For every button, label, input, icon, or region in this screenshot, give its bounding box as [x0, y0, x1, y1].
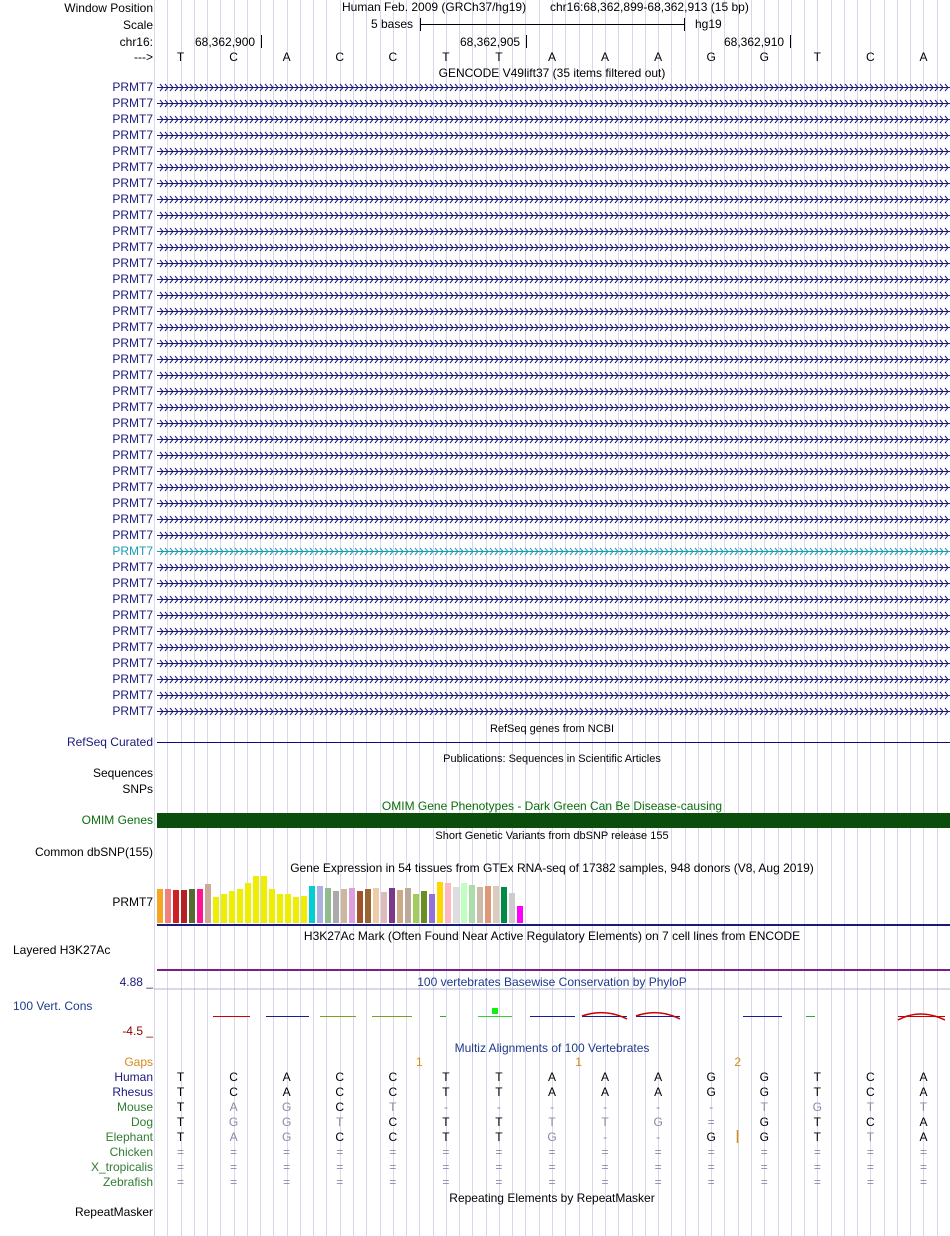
- gencode-transcript-label[interactable]: PRMT7: [112, 672, 153, 686]
- multiz-base: A: [547, 1070, 556, 1084]
- multiz-base: T: [813, 1130, 821, 1144]
- multiz-base: -: [443, 1100, 448, 1114]
- gtex-tissue-bar: [517, 906, 523, 923]
- multiz-species-label[interactable]: Zebrafish: [102, 1175, 153, 1189]
- base-letter: G: [706, 50, 716, 64]
- base-letter: T: [442, 50, 450, 64]
- multiz-base: T: [176, 1100, 185, 1114]
- multiz-base: =: [813, 1160, 821, 1174]
- multiz-base: T: [760, 1100, 768, 1114]
- multiz-base: =: [389, 1145, 397, 1159]
- ruler-tick-label: 68,362,910: [724, 35, 785, 49]
- multiz-base: =: [389, 1160, 397, 1174]
- multiz-base: -: [603, 1130, 608, 1144]
- multiz-base: C: [335, 1100, 345, 1114]
- multiz-base: =: [495, 1145, 503, 1159]
- multiz-base: T: [495, 1070, 503, 1084]
- gtex-tissue-bar: [485, 886, 491, 923]
- gtex-tissue-bar: [213, 897, 219, 923]
- gencode-transcript-label[interactable]: PRMT7: [112, 160, 153, 174]
- multiz-base: C: [388, 1130, 398, 1144]
- gtex-tissue-bar: [173, 890, 179, 923]
- multiz-base: A: [601, 1085, 610, 1099]
- ruler-tick-label: 68,362,905: [460, 35, 521, 49]
- gtex-tissue-bar: [317, 886, 323, 923]
- gtex-tissue-bar: [349, 888, 355, 923]
- multiz-base: =: [548, 1175, 556, 1189]
- gtex-tissue-bar: [261, 876, 267, 923]
- base-letter: T: [176, 50, 185, 64]
- sequences-label[interactable]: Sequences: [92, 766, 153, 780]
- gtex-track-title[interactable]: Gene Expression in 54 tissues from GTEx RNA-seq of 17382 samples, 948 donors (V8, Aug 2019): [290, 861, 814, 875]
- omim-gene-bar: [157, 813, 950, 828]
- multiz-species-label[interactable]: Elephant: [105, 1130, 153, 1144]
- gtex-tissue-bar: [189, 889, 195, 923]
- gtex-tissue-bar: [293, 897, 299, 923]
- gtex-tissue-bar: [365, 889, 371, 923]
- multiz-base: -: [550, 1100, 554, 1114]
- gtex-tissue-bar: [205, 884, 211, 923]
- multiz-base: =: [919, 1160, 927, 1174]
- multiz-base: G: [759, 1070, 769, 1084]
- ruler-tick-label: 68,362,900: [195, 35, 256, 49]
- multiz-base: A: [282, 1070, 291, 1084]
- multiz-base: G: [759, 1130, 769, 1144]
- gtex-tissue-bar: [269, 889, 275, 923]
- strand-label: --->: [134, 50, 153, 64]
- multiz-base: T: [176, 1070, 185, 1084]
- multiz-base: G: [281, 1115, 292, 1129]
- gencode-transcript-label[interactable]: PRMT7: [112, 288, 153, 302]
- publications-track-title[interactable]: Publications: Sequences in Scientific Articles: [443, 753, 661, 765]
- multiz-base: =: [707, 1160, 715, 1174]
- multiz-base: =: [548, 1160, 556, 1174]
- multiz-base: =: [495, 1160, 503, 1174]
- gtex-tissue-bar: [437, 882, 443, 923]
- multiz-base: T: [442, 1115, 450, 1129]
- gencode-transcript-label[interactable]: PRMT7: [112, 592, 153, 606]
- multiz-base: =: [283, 1160, 291, 1174]
- multiz-base: =: [760, 1160, 768, 1174]
- gtex-tissue-bar: [397, 890, 403, 923]
- multiz-base: T: [336, 1115, 344, 1129]
- multiz-base: =: [813, 1145, 821, 1159]
- multiz-base: =: [601, 1160, 609, 1174]
- h3k27ac-label[interactable]: Layered H3K27Ac: [13, 943, 111, 957]
- gencode-transcript-label[interactable]: PRMT7: [112, 272, 153, 286]
- gencode-transcript-label[interactable]: PRMT7: [112, 512, 153, 526]
- multiz-base: G: [547, 1130, 557, 1144]
- gtex-gene-label[interactable]: PRMT7: [112, 895, 153, 909]
- multiz-base: -: [709, 1100, 714, 1114]
- gencode-transcript-label[interactable]: PRMT7: [112, 448, 153, 462]
- gtex-tissue-bar: [197, 889, 203, 923]
- multiz-base: =: [707, 1175, 715, 1189]
- multiz-base: C: [388, 1085, 398, 1099]
- multiz-base: A: [229, 1100, 238, 1114]
- gtex-tissue-bar: [301, 896, 307, 923]
- multiz-base: =: [548, 1145, 556, 1159]
- gencode-transcript-label[interactable]: PRMT7: [112, 256, 153, 270]
- gencode-transcript-label[interactable]: PRMT7: [112, 240, 153, 254]
- gtex-tissue-bar: [429, 894, 435, 923]
- multiz-base: =: [866, 1145, 874, 1159]
- base-letter: C: [388, 50, 398, 64]
- multiz-base: =: [919, 1175, 927, 1189]
- phylop-track-title[interactable]: 100 vertebrates Basewise Conservation by PhyloP: [417, 975, 687, 989]
- multiz-base: =: [654, 1145, 662, 1159]
- multiz-base: =: [389, 1175, 397, 1189]
- multiz-base: =: [442, 1145, 450, 1159]
- multiz-base: T: [813, 1085, 821, 1099]
- multiz-base: G: [706, 1070, 716, 1084]
- gtex-tissue-bar: [333, 891, 339, 923]
- multiz-base: =: [495, 1175, 503, 1189]
- multiz-base: A: [282, 1085, 291, 1099]
- gencode-transcript-label[interactable]: PRMT7: [112, 576, 153, 590]
- gtex-tissue-bar: [461, 883, 467, 923]
- gencode-transcript-label[interactable]: PRMT7: [112, 208, 153, 222]
- gtex-tissue-bar: [245, 883, 251, 923]
- gencode-transcript-label[interactable]: PRMT7: [112, 368, 153, 382]
- multiz-base: =: [707, 1145, 715, 1159]
- gencode-transcript-label[interactable]: PRMT7: [112, 144, 153, 158]
- gtex-tissue-bar: [421, 891, 427, 923]
- multiz-species-label[interactable]: Human: [114, 1070, 153, 1084]
- base-letter: A: [654, 50, 663, 64]
- gencode-transcript-label[interactable]: PRMT7: [112, 320, 153, 334]
- gtex-tissue-bar: [389, 888, 395, 923]
- scale-db-label: hg19: [695, 17, 722, 31]
- multiz-base: =: [230, 1145, 238, 1159]
- multiz-species-label[interactable]: Dog: [130, 1115, 153, 1129]
- multiz-base: =: [336, 1145, 344, 1159]
- multiz-base: G: [759, 1115, 769, 1129]
- base-letter: A: [547, 50, 556, 64]
- gencode-transcript-label[interactable]: PRMT7: [112, 704, 153, 718]
- gap-count: 2: [734, 1055, 742, 1069]
- gencode-transcript-label[interactable]: PRMT7: [112, 384, 153, 398]
- gencode-transcript-label[interactable]: PRMT7: [112, 192, 153, 206]
- phylop-max-label: 4.88 _: [119, 975, 153, 989]
- base-letter: G: [759, 50, 769, 64]
- multiz-base: T: [442, 1130, 450, 1144]
- base-letter: C: [335, 50, 345, 64]
- gtex-tissue-bar: [445, 883, 451, 923]
- multiz-base: T: [866, 1130, 875, 1144]
- gencode-transcript-label[interactable]: PRMT7: [112, 416, 153, 430]
- multiz-base: G: [281, 1130, 292, 1144]
- multiz-base: C: [335, 1085, 345, 1099]
- multiz-base: C: [866, 1115, 875, 1129]
- base-letter: C: [866, 50, 875, 64]
- gtex-tissue-bar: [237, 889, 243, 923]
- multiz-base: T: [176, 1115, 185, 1129]
- gencode-transcript-label[interactable]: PRMT7: [112, 96, 153, 110]
- multiz-base: C: [866, 1070, 875, 1084]
- gtex-tissue-bar: [277, 894, 283, 923]
- dbsnp-track-title[interactable]: Short Genetic Variants from dbSNP release 155: [435, 830, 669, 842]
- base-letter: A: [601, 50, 610, 64]
- gtex-tissue-bar: [493, 886, 499, 923]
- multiz-base: -: [656, 1100, 661, 1114]
- multiz-base: A: [919, 1115, 928, 1129]
- gencode-transcript-label[interactable]: PRMT7: [112, 608, 153, 622]
- multiz-base: -: [603, 1100, 608, 1114]
- gencode-transcript-label[interactable]: PRMT7: [112, 128, 153, 142]
- multiz-base: =: [919, 1145, 927, 1159]
- multiz-base: A: [919, 1130, 928, 1144]
- gencode-transcript-label[interactable]: PRMT7: [112, 544, 153, 558]
- multiz-base: =: [177, 1175, 185, 1189]
- phylop-min-label: -4.5 _: [122, 1024, 153, 1038]
- multiz-base: =: [177, 1160, 185, 1174]
- multiz-base: T: [601, 1115, 609, 1129]
- gencode-transcript-label[interactable]: PRMT7: [112, 400, 153, 414]
- gtex-tissue-bar: [341, 889, 347, 923]
- base-letter: T: [495, 50, 503, 64]
- multiz-base: C: [229, 1085, 238, 1099]
- multiz-base: A: [229, 1130, 238, 1144]
- multiz-species-label[interactable]: Rhesus: [112, 1085, 153, 1099]
- scale-bases-label: 5 bases: [371, 17, 414, 31]
- multiz-base: A: [919, 1070, 928, 1084]
- multiz-base: C: [229, 1070, 238, 1084]
- multiz-base: A: [547, 1085, 556, 1099]
- multiz-base: =: [760, 1175, 768, 1189]
- multiz-track-title[interactable]: Multiz Alignments of 100 Vertebrates: [454, 1041, 650, 1055]
- gtex-tissue-bar: [469, 885, 475, 923]
- multiz-base: =: [283, 1145, 291, 1159]
- gencode-transcript-label[interactable]: PRMT7: [112, 432, 153, 446]
- gtex-tissue-bar: [285, 894, 291, 923]
- refseq-track-title[interactable]: RefSeq genes from NCBI: [489, 723, 615, 735]
- multiz-base: G: [812, 1100, 822, 1114]
- base-letter: A: [919, 50, 928, 64]
- multiz-base: C: [335, 1070, 345, 1084]
- multiz-base: T: [176, 1085, 185, 1099]
- multiz-base: =: [230, 1175, 238, 1189]
- gtex-tissue-bar: [357, 891, 363, 923]
- multiz-species-label[interactable]: Mouse: [116, 1100, 153, 1114]
- multiz-base: =: [230, 1160, 238, 1174]
- multiz-species-label[interactable]: Chicken: [109, 1145, 153, 1159]
- h3k27ac-track-title[interactable]: H3K27Ac Mark (Often Found Near Active Regulatory Elements) on 7 cell lines from ENCODE: [303, 929, 801, 943]
- base-letter: A: [282, 50, 291, 64]
- repeatmasker-label[interactable]: RepeatMasker: [74, 1205, 153, 1219]
- multiz-base: G: [228, 1115, 239, 1129]
- common-dbsnp-label[interactable]: Common dbSNP(155): [34, 845, 153, 859]
- multiz-base: A: [601, 1070, 610, 1084]
- base-letter: T: [813, 50, 821, 64]
- gtex-tissue-bar: [405, 888, 411, 923]
- multiz-base: T: [389, 1100, 397, 1114]
- multiz-base: G: [706, 1085, 716, 1099]
- gencode-transcript-label[interactable]: PRMT7: [112, 336, 153, 350]
- multiz-base: =: [654, 1160, 662, 1174]
- multiz-base: T: [919, 1100, 928, 1114]
- assembly-title: Human Feb. 2009 (GRCh37/hg19): [342, 0, 527, 14]
- phylop-score-peak: [492, 1008, 498, 1014]
- gencode-transcript-label[interactable]: PRMT7: [112, 112, 153, 126]
- gtex-tissue-bar: [477, 887, 483, 923]
- phylop-track-label[interactable]: 100 Vert. Cons: [13, 999, 93, 1013]
- position-readout: chr16:68,362,899-68,362,913 (15 bp): [550, 0, 749, 14]
- gencode-transcript-label[interactable]: PRMT7: [112, 304, 153, 318]
- gtex-tissue-bar: [509, 893, 515, 923]
- multiz-base: T: [813, 1115, 821, 1129]
- refseq-label[interactable]: RefSeq Curated: [66, 735, 153, 749]
- gaps-label: Gaps: [124, 1055, 153, 1069]
- multiz-base: =: [866, 1175, 874, 1189]
- multiz-base: C: [866, 1085, 875, 1099]
- multiz-base: A: [654, 1085, 663, 1099]
- omim-track-title[interactable]: OMIM Gene Phenotypes - Dark Green Can Be Disease-causing: [381, 799, 723, 813]
- gencode-transcript-label[interactable]: PRMT7: [112, 352, 153, 366]
- gtex-tissue-bar: [325, 888, 331, 923]
- gap-count: 1: [575, 1055, 582, 1069]
- multiz-base: C: [388, 1070, 398, 1084]
- multiz-base: =: [283, 1175, 291, 1189]
- multiz-base: T: [548, 1115, 556, 1129]
- base-letter: C: [229, 50, 238, 64]
- multiz-base: G: [706, 1130, 716, 1144]
- gencode-transcript-label[interactable]: PRMT7: [112, 640, 153, 654]
- gencode-transcript-label[interactable]: PRMT7: [112, 528, 153, 542]
- multiz-base: T: [176, 1130, 185, 1144]
- gencode-transcript-label[interactable]: PRMT7: [112, 80, 153, 94]
- multiz-base: =: [442, 1160, 450, 1174]
- multiz-base: =: [336, 1175, 344, 1189]
- gencode-track-title[interactable]: GENCODE V49lift37 (35 items filtered out): [438, 66, 666, 80]
- gencode-transcript-label[interactable]: PRMT7: [112, 464, 153, 478]
- multiz-base: T: [442, 1085, 450, 1099]
- gtex-tissue-bar: [373, 888, 379, 923]
- gencode-transcript-label[interactable]: PRMT7: [112, 224, 153, 238]
- gtex-tissue-bar: [165, 889, 171, 923]
- gap-count: 1: [415, 1055, 423, 1069]
- omim-label[interactable]: OMIM Genes: [81, 813, 153, 827]
- multiz-base: =: [813, 1175, 821, 1189]
- gencode-transcript-label[interactable]: PRMT7: [112, 496, 153, 510]
- multiz-base: =: [177, 1145, 185, 1159]
- phylop-score-curve: [582, 1013, 627, 1019]
- multiz-base: -: [656, 1130, 661, 1144]
- gtex-tissue-bar: [501, 887, 507, 923]
- gtex-tissue-bar: [413, 894, 419, 923]
- window-position-label: Window Position: [64, 1, 153, 15]
- multiz-base: G: [759, 1085, 769, 1099]
- multiz-base: A: [919, 1085, 928, 1099]
- repeatmasker-track-title[interactable]: Repeating Elements by RepeatMasker: [449, 1191, 655, 1205]
- multiz-base: T: [495, 1085, 503, 1099]
- gencode-transcript-label[interactable]: PRMT7: [112, 480, 153, 494]
- gencode-transcript-label[interactable]: PRMT7: [112, 176, 153, 190]
- multiz-base: =: [601, 1145, 609, 1159]
- multiz-base: =: [760, 1145, 768, 1159]
- gtex-tissue-bar: [253, 876, 259, 923]
- gtex-tissue-bar: [381, 892, 387, 923]
- multiz-base: C: [388, 1115, 398, 1129]
- gencode-transcript-label[interactable]: PRMT7: [112, 624, 153, 638]
- multiz-base: T: [442, 1070, 450, 1084]
- chrom-label: chr16:: [119, 35, 153, 49]
- gencode-transcript-label[interactable]: PRMT7: [112, 656, 153, 670]
- multiz-base: G: [653, 1115, 663, 1129]
- multiz-base: =: [654, 1175, 662, 1189]
- multiz-base: T: [813, 1070, 821, 1084]
- snps-label[interactable]: SNPs: [122, 782, 153, 796]
- gtex-tissue-bar: [309, 886, 315, 923]
- multiz-base: T: [866, 1100, 875, 1114]
- multiz-base: =: [866, 1160, 874, 1174]
- gtex-tissue-bar: [181, 890, 187, 923]
- gtex-tissue-bar: [157, 889, 163, 923]
- multiz-base: C: [335, 1130, 345, 1144]
- scale-label: Scale: [122, 18, 153, 32]
- gtex-tissue-bar: [453, 887, 459, 923]
- gtex-tissue-bar: [229, 891, 235, 923]
- multiz-base: G: [281, 1100, 292, 1114]
- gencode-transcript-label[interactable]: PRMT7: [112, 688, 153, 702]
- multiz-base: =: [442, 1175, 450, 1189]
- multiz-species-label[interactable]: X_tropicalis: [90, 1160, 153, 1174]
- multiz-base: -: [496, 1100, 501, 1114]
- multiz-base: T: [495, 1130, 503, 1144]
- multiz-base: A: [654, 1070, 663, 1084]
- multiz-base: T: [495, 1115, 503, 1129]
- multiz-base: =: [336, 1160, 344, 1174]
- gencode-transcript-label[interactable]: PRMT7: [112, 560, 153, 574]
- gtex-tissue-bar: [221, 894, 227, 923]
- multiz-base: =: [601, 1175, 609, 1189]
- multiz-base: =: [707, 1115, 715, 1129]
